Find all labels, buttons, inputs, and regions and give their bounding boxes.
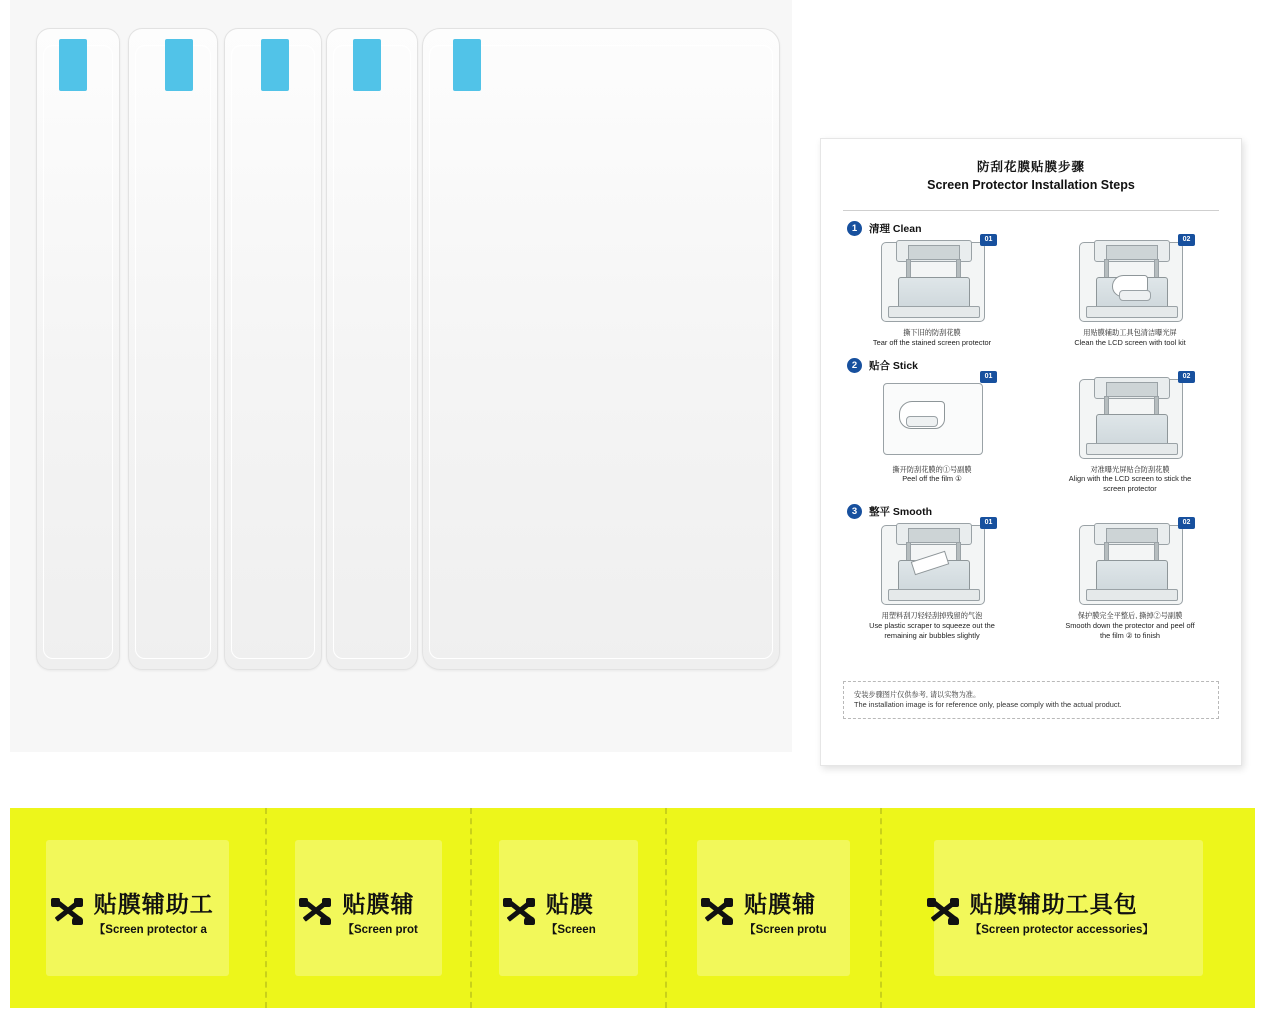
figure (863, 238, 1001, 348)
hand-icon (1112, 275, 1148, 297)
tools-icon (701, 897, 735, 927)
toolkit-packet (10, 808, 265, 1008)
packet-text-en: 【Screen protu (744, 924, 827, 936)
tools-icon (299, 897, 333, 927)
peel-tab (261, 39, 289, 91)
toolkit-packet (665, 808, 880, 1008)
packet-label (472, 886, 665, 937)
step-figures-row (821, 372, 1241, 495)
card-header (821, 139, 1241, 200)
header-divider (843, 210, 1219, 211)
screen-protector-sheet (422, 28, 780, 670)
figure-badge: 01 (980, 517, 997, 529)
step-label: 整平 Smooth (869, 506, 932, 519)
printer-illustration (1079, 525, 1183, 605)
printer-base (888, 306, 980, 318)
card-title-en: Screen Protector Installation Steps (927, 178, 1135, 192)
tools-icon (927, 897, 961, 927)
screen-protector-sheet (326, 28, 418, 670)
step-label: 贴合 Stick (869, 359, 919, 372)
card-title-cn: 防刮花膜贴膜步骤 (976, 160, 1085, 174)
hand-icon (899, 401, 945, 429)
film-peel-hand-icon (873, 372, 993, 461)
figure-caption-en: Tear off the stained screen protector (872, 337, 992, 347)
figure-badge: 02 (1178, 234, 1195, 246)
toolkit-packets-strip (10, 808, 1255, 1008)
printer-carriage (1106, 528, 1158, 543)
figure-caption-cn: 保护膜完全平整后, 撕掉②号副膜 (1077, 611, 1183, 621)
peel-tab (59, 39, 87, 91)
packet-label (882, 886, 1255, 937)
figure-caption-cn: 用贴膜辅助工具包清洁曝光屏 (1083, 328, 1177, 337)
figure-caption-en: Peel off the film ① (902, 474, 962, 484)
packet-text-cn: 贴膜 (545, 891, 594, 917)
step-label: 清理 Clean (869, 223, 922, 235)
figure-badge: 02 (1178, 517, 1195, 529)
reference-note-box (843, 681, 1219, 719)
printer-illustration (1079, 242, 1183, 322)
printer-base (1086, 443, 1178, 455)
printer-lcd-screen (1096, 414, 1168, 446)
printer-illustration (881, 242, 985, 322)
printer-illustration (881, 525, 985, 605)
figure-caption-cn: 用塑料刮刀轻轻刮掉残留的气泡 (881, 611, 983, 621)
packet-label (267, 886, 470, 937)
packet-label (10, 886, 265, 937)
peel-tab (453, 39, 481, 91)
figure-caption-en: Align with the LCD screen to stick the screen protector (1068, 474, 1192, 494)
toolkit-packet (880, 808, 1255, 1008)
note-text-en: The installation image is for reference only, please comply with the actual product. (854, 699, 1122, 709)
printer-wipe-icon (1071, 238, 1189, 324)
packet-text-en: 【Screen protector a (93, 924, 207, 936)
packet-text-en: 【Screen protector accessories】 (969, 924, 1154, 936)
screen-protector-sheet (224, 28, 322, 670)
printer-carriage (1106, 245, 1158, 260)
figure-badge: 02 (1178, 371, 1195, 383)
packet-text-cn: 贴膜辅助工具包 (969, 891, 1138, 917)
sheet-inner-edge (333, 45, 411, 659)
figure (863, 521, 1001, 641)
printer-align-icon (1071, 372, 1191, 461)
printer-lcd-screen (898, 277, 970, 309)
tools-icon (51, 897, 85, 927)
figure (1061, 238, 1199, 348)
peel-tab (165, 39, 193, 91)
figure-caption-en: Clean the LCD screen with tool kit (1074, 337, 1186, 347)
step-number: 1 (847, 221, 862, 236)
sheet-inner-edge (135, 45, 211, 659)
step-number: 2 (847, 358, 862, 373)
peel-tab (353, 39, 381, 91)
printer-illustration (1079, 379, 1183, 459)
printer-base (1086, 306, 1178, 318)
printer-peel-icon (873, 238, 991, 324)
screen-protector-sheet (128, 28, 218, 670)
note-text-cn: 安装步骤图片仅供参考, 请以实物为准。 (854, 689, 981, 699)
printer-base (888, 589, 980, 601)
figure-caption-cn: 对准曝光屏贴合防刮花膜 (1090, 464, 1170, 474)
figure-badge: 01 (980, 371, 997, 383)
printer-carriage (1106, 382, 1158, 397)
figure-caption-cn: 撕开防刮花膜的①号副膜 (892, 464, 972, 474)
packet-text-cn: 贴膜辅 (342, 891, 415, 917)
toolkit-packet (265, 808, 470, 1008)
toolkit-packet (470, 808, 665, 1008)
packet-text-en: 【Screen prot (342, 924, 418, 936)
packet-text-cn: 贴膜辅 (744, 891, 817, 917)
printer-carriage (908, 245, 960, 260)
sheet-inner-edge (43, 45, 113, 659)
screen-protector-sheet (36, 28, 120, 670)
printer-carriage (908, 528, 960, 543)
sheet-inner-edge (429, 45, 773, 659)
figure (863, 372, 1001, 495)
installation-instruction-card (820, 138, 1242, 766)
figure (1061, 521, 1199, 641)
printer-base (1086, 589, 1178, 601)
sheet-inner-edge (231, 45, 315, 659)
figure-badge: 01 (980, 234, 997, 246)
figure-caption-en: Use plastic scraper to squeeze out the remaining air bubbles slightly (869, 621, 995, 641)
packet-text-en: 【Screen (545, 924, 596, 936)
printer-lcd-screen (1096, 560, 1168, 592)
step-figures-row (821, 238, 1241, 348)
scraper-icon (873, 521, 991, 607)
tools-icon (503, 897, 537, 927)
printer-finish-icon (1071, 521, 1189, 607)
figure (1061, 372, 1199, 495)
figure-caption-en: Smooth down the protector and peel off the film ② to finish (1065, 621, 1195, 641)
step-number: 3 (847, 504, 862, 519)
step-figures-row (821, 521, 1241, 641)
packet-text-cn: 贴膜辅助工 (93, 891, 214, 917)
figure-caption-cn: 撕下旧的防刮花膜 (903, 328, 961, 337)
screen-protector-sheets-group (10, 0, 792, 752)
packet-label (667, 886, 880, 937)
